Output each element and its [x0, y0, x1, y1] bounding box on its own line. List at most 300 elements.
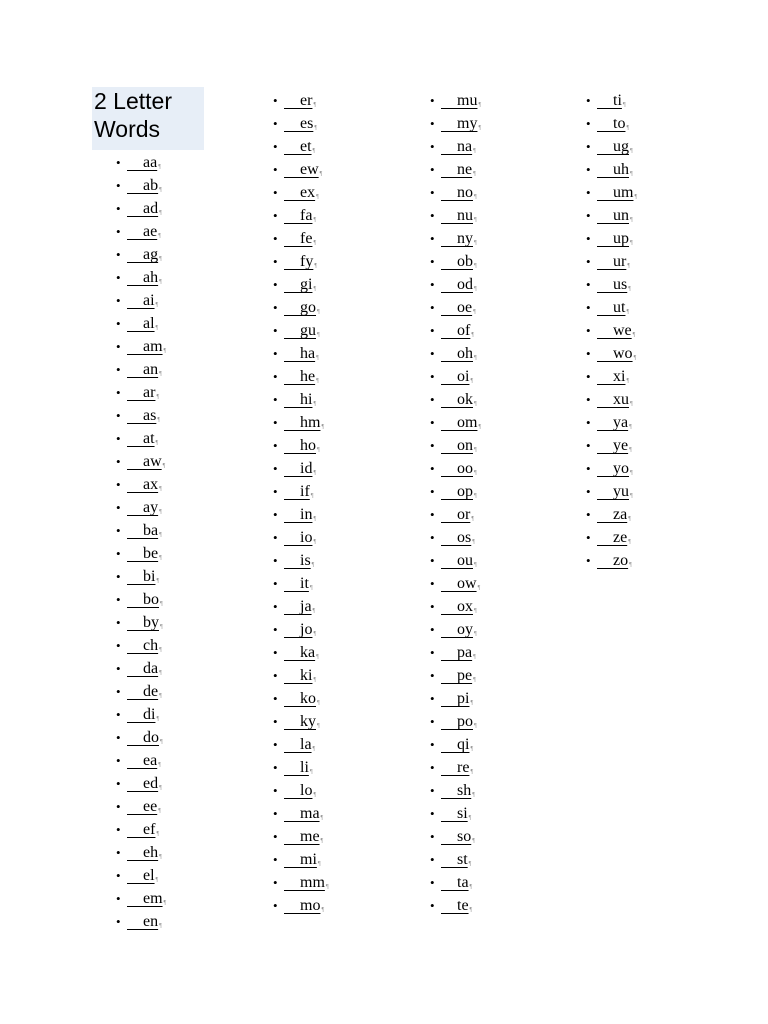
paragraph-mark-icon: ¶ — [320, 815, 324, 821]
word-text: ag — [143, 246, 159, 263]
list-item — [116, 243, 166, 266]
bullet-icon: • — [273, 507, 278, 522]
bullet-icon: • — [116, 914, 121, 929]
paragraph-mark-icon: ¶ — [474, 286, 477, 292]
word-text: ba — [143, 522, 159, 539]
paragraph-mark-icon: ¶ — [317, 447, 320, 453]
word-text: gu — [300, 322, 316, 339]
bullet-icon: • — [116, 247, 121, 262]
paragraph-mark-icon: ¶ — [158, 762, 161, 768]
word-text: ur — [613, 253, 627, 270]
bullet-icon: • — [586, 93, 591, 108]
word-text: oi — [457, 368, 470, 385]
bullet-icon: • — [116, 293, 121, 308]
paragraph-mark-icon: ¶ — [155, 440, 159, 446]
bullet-icon: • — [430, 783, 435, 798]
bullet-icon: • — [116, 868, 121, 883]
paragraph-mark-icon: ¶ — [159, 371, 162, 377]
paragraph-mark-icon: ¶ — [630, 401, 633, 407]
word-text: ah — [143, 269, 159, 286]
page-title: 2 Letter Words — [94, 88, 172, 142]
word-text: my — [457, 115, 478, 132]
paragraph-mark-icon: ¶ — [474, 401, 477, 407]
word-text: ug — [613, 138, 629, 155]
bullet-icon: • — [116, 523, 121, 538]
list-item — [430, 802, 481, 825]
bullet-icon: • — [586, 461, 591, 476]
list-item — [430, 388, 481, 411]
word-text: ta — [457, 874, 469, 891]
word-text: ai — [143, 292, 155, 309]
list-item — [430, 89, 481, 112]
word-text: gi — [300, 276, 313, 293]
paragraph-mark-icon: ¶ — [478, 102, 482, 108]
bullet-icon: • — [273, 783, 278, 798]
list-item — [586, 158, 637, 181]
word-text: aa — [143, 154, 158, 171]
bullet-icon: • — [430, 875, 435, 890]
word-text: ja — [300, 598, 312, 615]
word-text: no — [457, 184, 473, 201]
bullet-icon: • — [116, 500, 121, 515]
paragraph-mark-icon: ¶ — [474, 447, 477, 453]
paragraph-mark-icon: ¶ — [470, 700, 474, 706]
bullet-icon: • — [430, 484, 435, 499]
paragraph-mark-icon: ¶ — [159, 670, 162, 676]
paragraph-mark-icon: ¶ — [472, 792, 475, 798]
word-text: up — [613, 230, 629, 247]
list-item — [430, 457, 481, 480]
word-text: zo — [613, 552, 629, 569]
bullet-icon: • — [430, 645, 435, 660]
list-item — [273, 848, 329, 871]
word-text: di — [143, 706, 156, 723]
bullet-icon: • — [430, 93, 435, 108]
paragraph-mark-icon: ¶ — [313, 792, 317, 798]
list-item — [116, 266, 166, 289]
paragraph-mark-icon: ¶ — [160, 601, 163, 607]
paragraph-mark-icon: ¶ — [159, 555, 162, 561]
word-text: ad — [143, 200, 159, 217]
paragraph-mark-icon: ¶ — [158, 164, 161, 170]
word-text: am — [143, 338, 163, 355]
word-text: qi — [457, 736, 470, 753]
paragraph-mark-icon: ¶ — [319, 171, 323, 177]
word-text: om — [457, 414, 478, 431]
list-item — [586, 112, 637, 135]
list-item — [430, 273, 481, 296]
word-text: el — [143, 867, 155, 884]
word-text: be — [143, 545, 159, 562]
list-item — [116, 611, 166, 634]
word-text: ho — [300, 437, 316, 454]
bullet-icon: • — [273, 93, 278, 108]
list-item — [116, 841, 166, 864]
word-text: um — [613, 184, 634, 201]
list-item — [116, 220, 166, 243]
bullet-icon: • — [273, 760, 278, 775]
bullet-icon: • — [273, 438, 278, 453]
bullet-icon: • — [116, 822, 121, 837]
word-text: lo — [300, 782, 313, 799]
word-text: me — [300, 828, 320, 845]
bullet-icon: • — [116, 753, 121, 768]
bullet-icon: • — [586, 346, 591, 361]
paragraph-mark-icon: ¶ — [321, 424, 325, 430]
paragraph-mark-icon: ¶ — [629, 447, 632, 453]
list-item — [273, 89, 329, 112]
paragraph-mark-icon: ¶ — [630, 148, 633, 154]
word-text: po — [457, 713, 473, 730]
list-item — [273, 503, 329, 526]
bullet-icon: • — [273, 622, 278, 637]
bullet-icon: • — [430, 277, 435, 292]
word-text: en — [143, 913, 159, 930]
list-item — [116, 818, 166, 841]
list-item — [116, 726, 166, 749]
bullet-icon: • — [116, 408, 121, 423]
list-item — [116, 496, 166, 519]
paragraph-mark-icon: ¶ — [473, 677, 476, 683]
paragraph-mark-icon: ¶ — [311, 562, 315, 568]
list-item — [116, 703, 166, 726]
list-item — [273, 664, 329, 687]
word-text: ed — [143, 775, 159, 792]
word-text: ma — [300, 805, 320, 822]
list-item — [116, 657, 166, 680]
word-text: li — [300, 759, 309, 776]
bullet-icon: • — [116, 661, 121, 676]
bullet-icon: • — [430, 116, 435, 131]
list-item — [430, 204, 481, 227]
paragraph-mark-icon: ¶ — [320, 838, 324, 844]
paragraph-mark-icon: ¶ — [313, 470, 317, 476]
list-item — [116, 772, 166, 795]
word-column-1 — [116, 151, 166, 933]
paragraph-mark-icon: ¶ — [321, 907, 325, 913]
word-text: as — [143, 407, 157, 424]
bullet-icon: • — [116, 178, 121, 193]
word-text: ar — [143, 384, 156, 401]
word-text: ox — [457, 598, 473, 615]
title-box — [92, 87, 204, 150]
list-item — [586, 227, 637, 250]
paragraph-mark-icon: ¶ — [630, 171, 633, 177]
bullet-icon: • — [430, 760, 435, 775]
bullet-icon: • — [273, 415, 278, 430]
paragraph-mark-icon: ¶ — [309, 769, 313, 775]
word-text: uh — [613, 161, 629, 178]
paragraph-mark-icon: ¶ — [155, 302, 159, 308]
word-text: ha — [300, 345, 316, 362]
paragraph-mark-icon: ¶ — [312, 746, 316, 752]
word-text: ka — [300, 644, 316, 661]
paragraph-mark-icon: ¶ — [310, 493, 314, 499]
word-column-2 — [273, 89, 329, 917]
bullet-icon: • — [586, 231, 591, 246]
paragraph-mark-icon: ¶ — [163, 348, 167, 354]
list-item — [116, 749, 166, 772]
paragraph-mark-icon: ¶ — [472, 539, 475, 545]
paragraph-mark-icon: ¶ — [634, 194, 638, 200]
word-text: ob — [457, 253, 473, 270]
bullet-icon: • — [116, 431, 121, 446]
bullet-icon: • — [430, 162, 435, 177]
list-item — [116, 151, 166, 174]
list-item — [273, 181, 329, 204]
list-item — [430, 135, 481, 158]
bullet-icon: • — [116, 776, 121, 791]
list-item — [586, 319, 637, 342]
paragraph-mark-icon: ¶ — [317, 332, 320, 338]
list-item — [586, 89, 637, 112]
list-item — [430, 227, 481, 250]
list-item — [273, 434, 329, 457]
list-item — [586, 549, 637, 572]
word-text: ew — [300, 161, 319, 178]
word-text: pi — [457, 690, 470, 707]
list-item — [116, 335, 166, 358]
bullet-icon: • — [430, 852, 435, 867]
word-text: mu — [457, 92, 478, 109]
word-text: bo — [143, 591, 159, 608]
bullet-icon: • — [273, 691, 278, 706]
bullet-icon: • — [273, 484, 278, 499]
paragraph-mark-icon: ¶ — [471, 332, 475, 338]
list-item — [116, 404, 166, 427]
bullet-icon: • — [586, 507, 591, 522]
paragraph-mark-icon: ¶ — [316, 194, 319, 200]
bullet-icon: • — [273, 162, 278, 177]
word-text: fe — [300, 230, 313, 247]
word-text: by — [143, 614, 159, 631]
paragraph-mark-icon: ¶ — [313, 677, 317, 683]
bullet-icon: • — [430, 323, 435, 338]
word-text: da — [143, 660, 159, 677]
list-item — [430, 641, 481, 664]
bullet-icon: • — [430, 668, 435, 683]
paragraph-mark-icon: ¶ — [469, 907, 473, 913]
paragraph-mark-icon: ¶ — [474, 240, 477, 246]
bullet-icon: • — [430, 507, 435, 522]
bullet-icon: • — [116, 201, 121, 216]
bullet-icon: • — [430, 185, 435, 200]
list-item — [273, 480, 329, 503]
word-text: ea — [143, 752, 158, 769]
bullet-icon: • — [430, 369, 435, 384]
paragraph-mark-icon: ¶ — [629, 424, 632, 430]
paragraph-mark-icon: ¶ — [312, 148, 316, 154]
list-item — [116, 519, 166, 542]
list-item — [116, 565, 166, 588]
word-text: re — [457, 759, 470, 776]
list-item — [430, 526, 481, 549]
word-text: he — [300, 368, 316, 385]
paragraph-mark-icon: ¶ — [157, 417, 161, 423]
word-text: in — [300, 506, 313, 523]
list-item — [430, 710, 481, 733]
paragraph-mark-icon: ¶ — [469, 884, 473, 890]
paragraph-mark-icon: ¶ — [474, 608, 477, 614]
bullet-icon: • — [273, 599, 278, 614]
word-text: ae — [143, 223, 158, 240]
paragraph-mark-icon: ¶ — [478, 125, 482, 131]
paragraph-mark-icon: ¶ — [159, 279, 162, 285]
list-item — [116, 910, 166, 933]
paragraph-mark-icon: ¶ — [156, 716, 160, 722]
word-text: na — [457, 138, 473, 155]
paragraph-mark-icon: ¶ — [477, 585, 481, 591]
bullet-icon: • — [116, 270, 121, 285]
paragraph-mark-icon: ¶ — [626, 378, 630, 384]
bullet-icon: • — [586, 415, 591, 430]
bullet-icon: • — [273, 714, 278, 729]
bullet-icon: • — [586, 208, 591, 223]
list-item — [430, 158, 481, 181]
bullet-icon: • — [116, 316, 121, 331]
word-text: on — [457, 437, 473, 454]
list-item — [430, 733, 481, 756]
word-text: jo — [300, 621, 313, 638]
word-text: ya — [613, 414, 629, 431]
word-text: er — [300, 92, 313, 109]
list-item — [586, 388, 637, 411]
bullet-icon: • — [273, 553, 278, 568]
paragraph-mark-icon: ¶ — [628, 286, 631, 292]
list-item — [273, 296, 329, 319]
word-column-4 — [586, 89, 637, 572]
bullet-icon: • — [430, 714, 435, 729]
bullet-icon: • — [273, 300, 278, 315]
bullet-icon: • — [273, 461, 278, 476]
word-text: fy — [300, 253, 314, 270]
word-text: or — [457, 506, 471, 523]
paragraph-mark-icon: ¶ — [474, 562, 477, 568]
word-text: ut — [613, 299, 626, 316]
list-item — [273, 319, 329, 342]
word-text: ab — [143, 177, 159, 194]
word-text: oo — [457, 460, 473, 477]
list-item — [586, 503, 637, 526]
paragraph-mark-icon: ¶ — [313, 631, 317, 637]
bullet-icon: • — [116, 799, 121, 814]
word-text: it — [300, 575, 309, 592]
paragraph-mark-icon: ¶ — [312, 608, 316, 614]
bullet-icon: • — [430, 415, 435, 430]
paragraph-mark-icon: ¶ — [633, 355, 637, 361]
bullet-icon: • — [116, 362, 121, 377]
bullet-icon: • — [430, 691, 435, 706]
list-item — [116, 887, 166, 910]
bullet-icon: • — [273, 392, 278, 407]
word-text: pa — [457, 644, 473, 661]
paragraph-mark-icon: ¶ — [313, 217, 317, 223]
paragraph-mark-icon: ¶ — [155, 325, 159, 331]
paragraph-mark-icon: ¶ — [474, 194, 477, 200]
list-item — [586, 365, 637, 388]
list-item — [430, 825, 481, 848]
list-item — [273, 871, 329, 894]
bullet-icon: • — [273, 185, 278, 200]
word-text: hi — [300, 391, 313, 408]
paragraph-mark-icon: ¶ — [317, 309, 320, 315]
bullet-icon: • — [116, 454, 121, 469]
paragraph-mark-icon: ¶ — [309, 585, 313, 591]
list-item — [273, 135, 329, 158]
word-text: ex — [300, 184, 316, 201]
list-item — [273, 710, 329, 733]
word-text: ax — [143, 476, 159, 493]
list-item — [273, 365, 329, 388]
paragraph-mark-icon: ¶ — [313, 240, 317, 246]
word-text: et — [300, 138, 312, 155]
word-text: aw — [143, 453, 162, 470]
bullet-icon: • — [586, 553, 591, 568]
list-item — [430, 296, 481, 319]
paragraph-mark-icon: ¶ — [630, 470, 633, 476]
paragraph-mark-icon: ¶ — [630, 240, 633, 246]
bullet-icon: • — [430, 139, 435, 154]
bullet-icon: • — [430, 346, 435, 361]
list-item — [116, 473, 166, 496]
list-item — [586, 342, 637, 365]
paragraph-mark-icon: ¶ — [628, 539, 631, 545]
bullet-icon: • — [273, 208, 278, 223]
list-item — [430, 434, 481, 457]
list-item — [116, 450, 166, 473]
word-text: ki — [300, 667, 313, 684]
list-item — [430, 250, 481, 273]
paragraph-mark-icon: ¶ — [159, 532, 162, 538]
list-item — [586, 434, 637, 457]
list-item — [586, 204, 637, 227]
list-item — [273, 388, 329, 411]
paragraph-mark-icon: ¶ — [632, 332, 636, 338]
bullet-icon: • — [430, 300, 435, 315]
paragraph-mark-icon: ¶ — [626, 309, 630, 315]
list-item — [273, 526, 329, 549]
paragraph-mark-icon: ¶ — [630, 217, 633, 223]
list-item — [430, 756, 481, 779]
paragraph-mark-icon: ¶ — [474, 493, 477, 499]
bullet-icon: • — [116, 339, 121, 354]
paragraph-mark-icon: ¶ — [156, 831, 160, 837]
word-text: yu — [613, 483, 629, 500]
bullet-icon: • — [116, 385, 121, 400]
paragraph-mark-icon: ¶ — [159, 187, 162, 193]
word-text: em — [143, 890, 163, 907]
list-item — [273, 641, 329, 664]
paragraph-mark-icon: ¶ — [622, 102, 626, 108]
list-item — [430, 503, 481, 526]
paragraph-mark-icon: ¶ — [159, 210, 162, 216]
paragraph-mark-icon: ¶ — [159, 785, 162, 791]
list-item — [273, 825, 329, 848]
paragraph-mark-icon: ¶ — [474, 723, 477, 729]
paragraph-mark-icon: ¶ — [317, 700, 320, 706]
bullet-icon: • — [116, 730, 121, 745]
bullet-icon: • — [273, 668, 278, 683]
bullet-icon: • — [116, 569, 121, 584]
bullet-icon: • — [586, 530, 591, 545]
word-text: bi — [143, 568, 156, 585]
paragraph-mark-icon: ¶ — [474, 355, 477, 361]
word-text: te — [457, 897, 469, 914]
word-text: so — [457, 828, 472, 845]
paragraph-mark-icon: ¶ — [473, 654, 476, 660]
bullet-icon: • — [430, 208, 435, 223]
list-item — [430, 411, 481, 434]
